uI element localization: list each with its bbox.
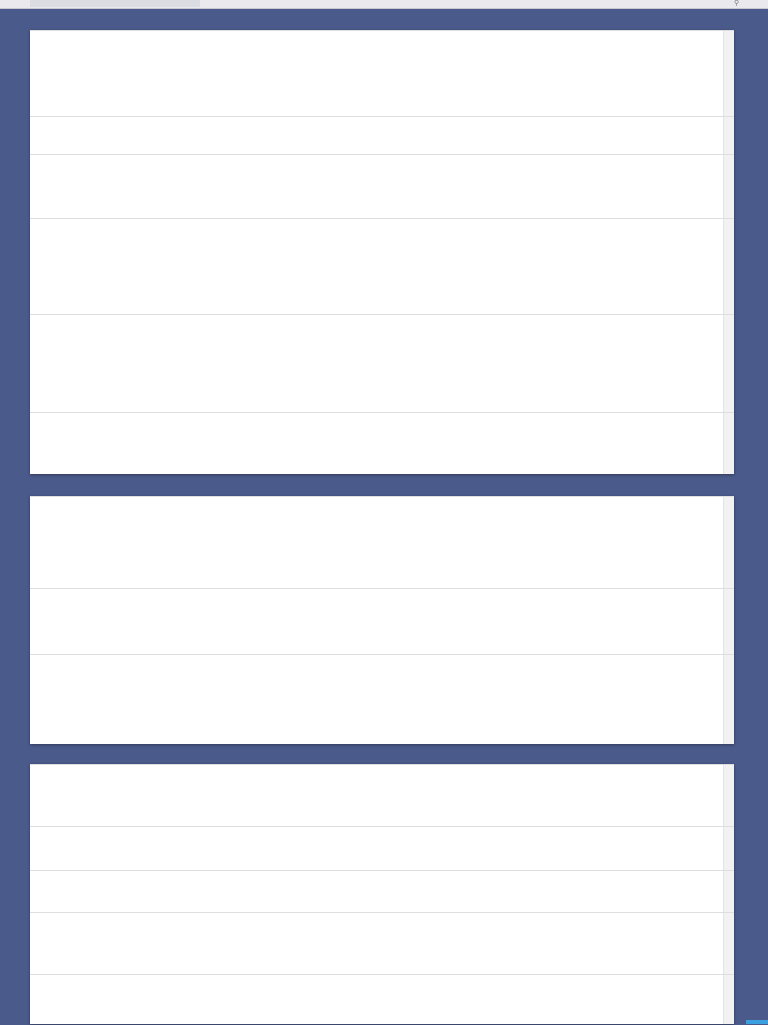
dialogue-section: [30, 496, 734, 589]
scroll-handle[interactable]: [746, 1020, 768, 1024]
dialogue-section: [30, 974, 734, 1025]
dialogue-section: [30, 912, 734, 975]
dialogue-section: [30, 654, 734, 745]
dialogue-section: [30, 218, 734, 315]
dialogue-section: [30, 30, 734, 117]
document-page: [30, 496, 734, 744]
search-icon[interactable]: ⚲: [734, 0, 740, 7]
address-bar[interactable]: [30, 0, 200, 7]
dialogue-section: [30, 412, 734, 475]
dialogue-section: [30, 764, 734, 827]
document-page: [30, 30, 734, 474]
browser-toolbar: [0, 0, 768, 9]
dialogue-section: [30, 154, 734, 219]
dialogue-section: [30, 116, 734, 155]
document-page: [30, 764, 734, 1024]
dialogue-section: [30, 588, 734, 655]
dialogue-section: [30, 314, 734, 413]
dialogue-section: [30, 826, 734, 871]
dialogue-section: [30, 870, 734, 913]
